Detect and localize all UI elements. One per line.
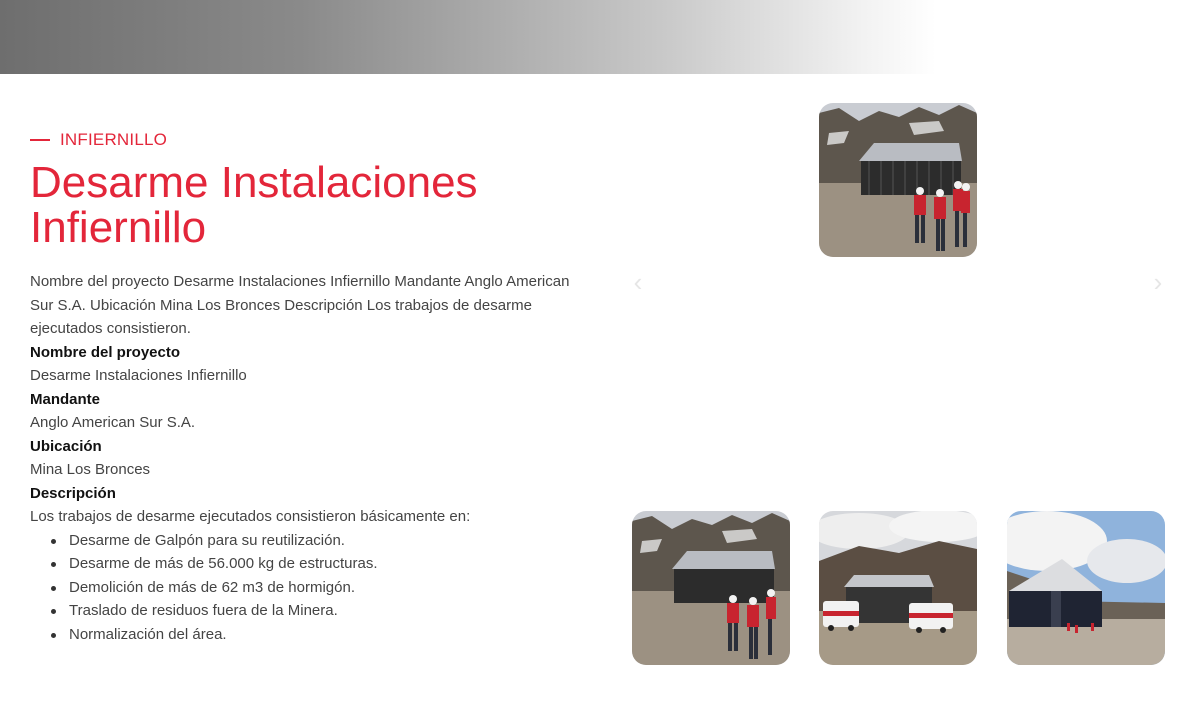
- page-title: Desarme Instalaciones Infiernillo: [30, 158, 478, 252]
- chevron-left-icon[interactable]: ‹: [633, 267, 643, 297]
- eyebrow: [30, 128, 570, 152]
- list-item: Traslado de residuos fuera de la Minera.: [30, 599, 570, 623]
- field-value-location: Mina Los Bronces: [30, 461, 151, 478]
- list-item: Demolición de más de 62 m3 de hormigón.: [30, 576, 570, 600]
- top-banner: [0, 0, 1200, 74]
- description-label: Descripción: [30, 484, 116, 502]
- description-intro: Los trabajos de desarme ejecutados consistieron básicamente en:: [30, 508, 471, 525]
- project-body: [30, 270, 570, 646]
- project-summary: Nombre del proyecto Desarme Instalaciones Infiernillo Mandante Anglo American Sur S.A. Ubicación Mina Los Bronces Descripción Los trabajos de desarme ejecutados consistieron.: [30, 273, 570, 337]
- chevron-right-icon[interactable]: ›: [1153, 267, 1163, 297]
- gallery-thumbnail-2[interactable]: [819, 511, 977, 665]
- list-item: Desarme de más de 56.000 kg de estructuras.: [30, 552, 570, 576]
- eyebrow-text: INFIERNILLO: [60, 130, 168, 149]
- field-value-name: Desarme Instalaciones Infiernillo: [30, 367, 247, 384]
- gallery-thumbnail-1[interactable]: [632, 511, 790, 665]
- field-label-location: Ubicación: [30, 437, 102, 455]
- project-details: [30, 128, 570, 646]
- field-value-client: Anglo American Sur S.A.: [30, 414, 196, 431]
- description-list: [30, 529, 570, 647]
- list-item: Desarme de Galpón para su reutilización.: [30, 529, 570, 553]
- field-label-name: Nombre del proyecto: [30, 343, 181, 361]
- gallery-thumbnail-3[interactable]: [1007, 511, 1165, 665]
- list-item: Normalización del área.: [30, 623, 570, 647]
- eyebrow-line: [30, 139, 50, 141]
- field-label-client: Mandante: [30, 390, 101, 408]
- gallery-main-photo[interactable]: [819, 103, 977, 257]
